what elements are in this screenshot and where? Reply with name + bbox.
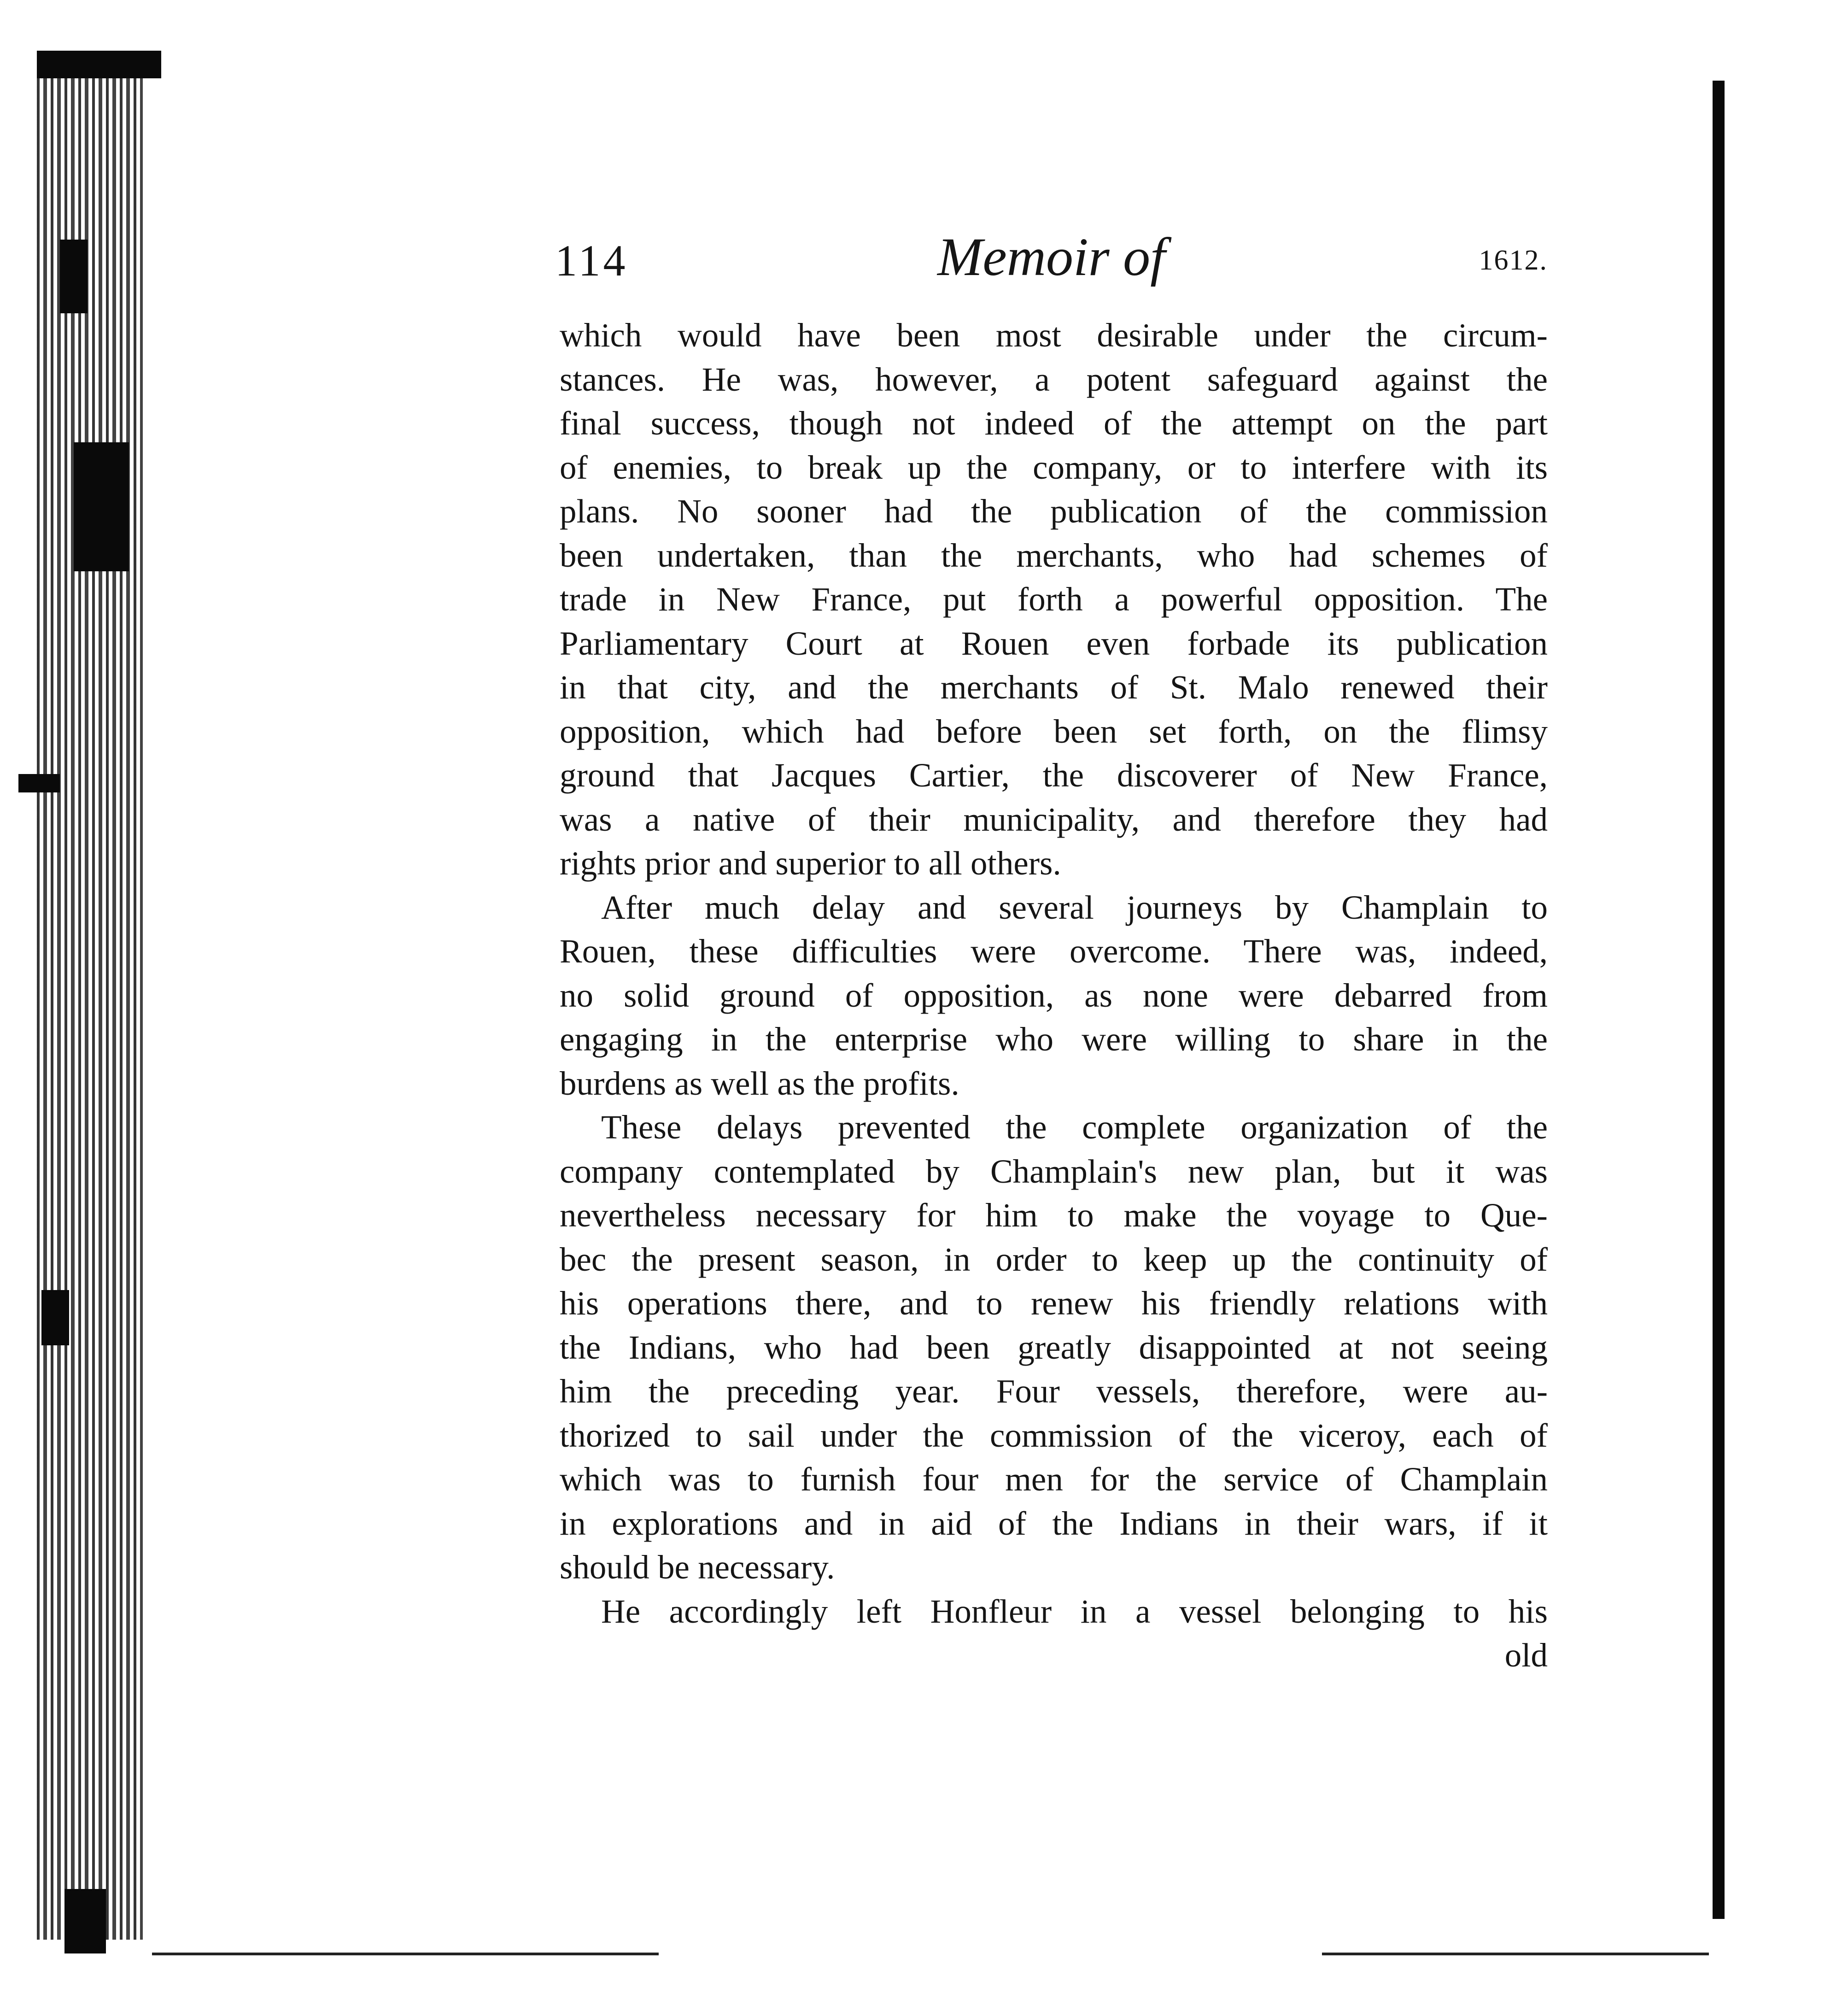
text-line: These delays prevented the complete organization of the <box>601 1109 1548 1146</box>
text-line: was a native of their municipality, and therefore they had <box>560 800 1548 838</box>
text-line: Rouen, these difficulties were overcome. There was, indeed, <box>560 933 1548 970</box>
text-line: his operations there, and to renew his friendly relations with <box>560 1285 1548 1322</box>
gutter-mark <box>18 774 60 792</box>
body-text <box>560 313 1548 1678</box>
text-line: He accordingly left Honfleur in a vessel belonging to his <box>601 1592 1548 1630</box>
text-line: burdens as well as the profits. <box>560 1064 959 1102</box>
running-title: Memoir of <box>937 227 1165 287</box>
text-line: nevertheless necessary for him to make the voyage to Que- <box>560 1197 1548 1234</box>
text-line: thorized to sail under the commission of the viceroy, each of <box>560 1416 1548 1454</box>
text-line: ground that Jacques Cartier, the discoverer of New France, <box>560 757 1548 794</box>
gutter-mark <box>74 442 129 571</box>
text-line: Parliamentary Court at Rouen even forbade its publication <box>560 624 1548 662</box>
bottom-edge-rule <box>152 1953 659 1955</box>
running-header <box>555 226 1548 299</box>
text-line: which was to furnish four men for the service of Champlain <box>560 1461 1548 1498</box>
text-line: the Indians, who had been greatly disappointed at not seeing <box>560 1328 1548 1366</box>
header-year: 1612. <box>1479 245 1548 276</box>
text-line: rights prior and superior to all others. <box>560 845 1061 882</box>
gutter-mark <box>64 1889 106 1953</box>
page-edge-rule <box>1713 81 1725 1919</box>
text-line: plans. No sooner had the publication of the commission <box>560 493 1548 530</box>
text-line: After much delay and several journeys by Champlain to <box>601 888 1548 926</box>
text-line: which would have been most desirable under the circum- <box>560 317 1548 354</box>
text-line: no solid ground of opposition, as none were debarred from <box>560 976 1548 1014</box>
gutter-mark <box>60 240 88 313</box>
text-line: final success, though not indeed of the attempt on the part <box>560 405 1548 442</box>
gutter-mark <box>37 51 161 78</box>
text-line: should be necessary. <box>560 1549 835 1586</box>
text-line: bec the present season, in order to keep up the continuity of <box>560 1240 1548 1278</box>
gutter-mark <box>41 1290 69 1345</box>
text-line: trade in New France, put forth a powerful opposition. The <box>560 581 1548 618</box>
page-number: 114 <box>555 236 628 285</box>
text-line: been undertaken, than the merchants, who had schemes of <box>560 536 1548 574</box>
text-line: company contemplated by Champlain's new plan, but it was <box>560 1152 1548 1190</box>
text-line: stances. He was, however, a potent safeguard against the <box>560 360 1548 398</box>
text-line: in explorations and in aid of the Indians in their wars, if it <box>560 1504 1548 1542</box>
text-line: in that city, and the merchants of St. Malo renewed their <box>560 669 1548 706</box>
text-line: of enemies, to break up the company, or to interfere with its <box>560 448 1548 486</box>
text-line: engaging in the enterprise who were willing to share in the <box>560 1021 1548 1058</box>
book-gutter <box>37 51 143 1940</box>
bottom-edge-rule <box>1322 1953 1709 1955</box>
catchword: old <box>1504 1637 1548 1674</box>
text-line: him the preceding year. Four vessels, therefore, were au- <box>560 1373 1548 1410</box>
text-line: opposition, which had before been set forth, on the flimsy <box>560 712 1548 750</box>
